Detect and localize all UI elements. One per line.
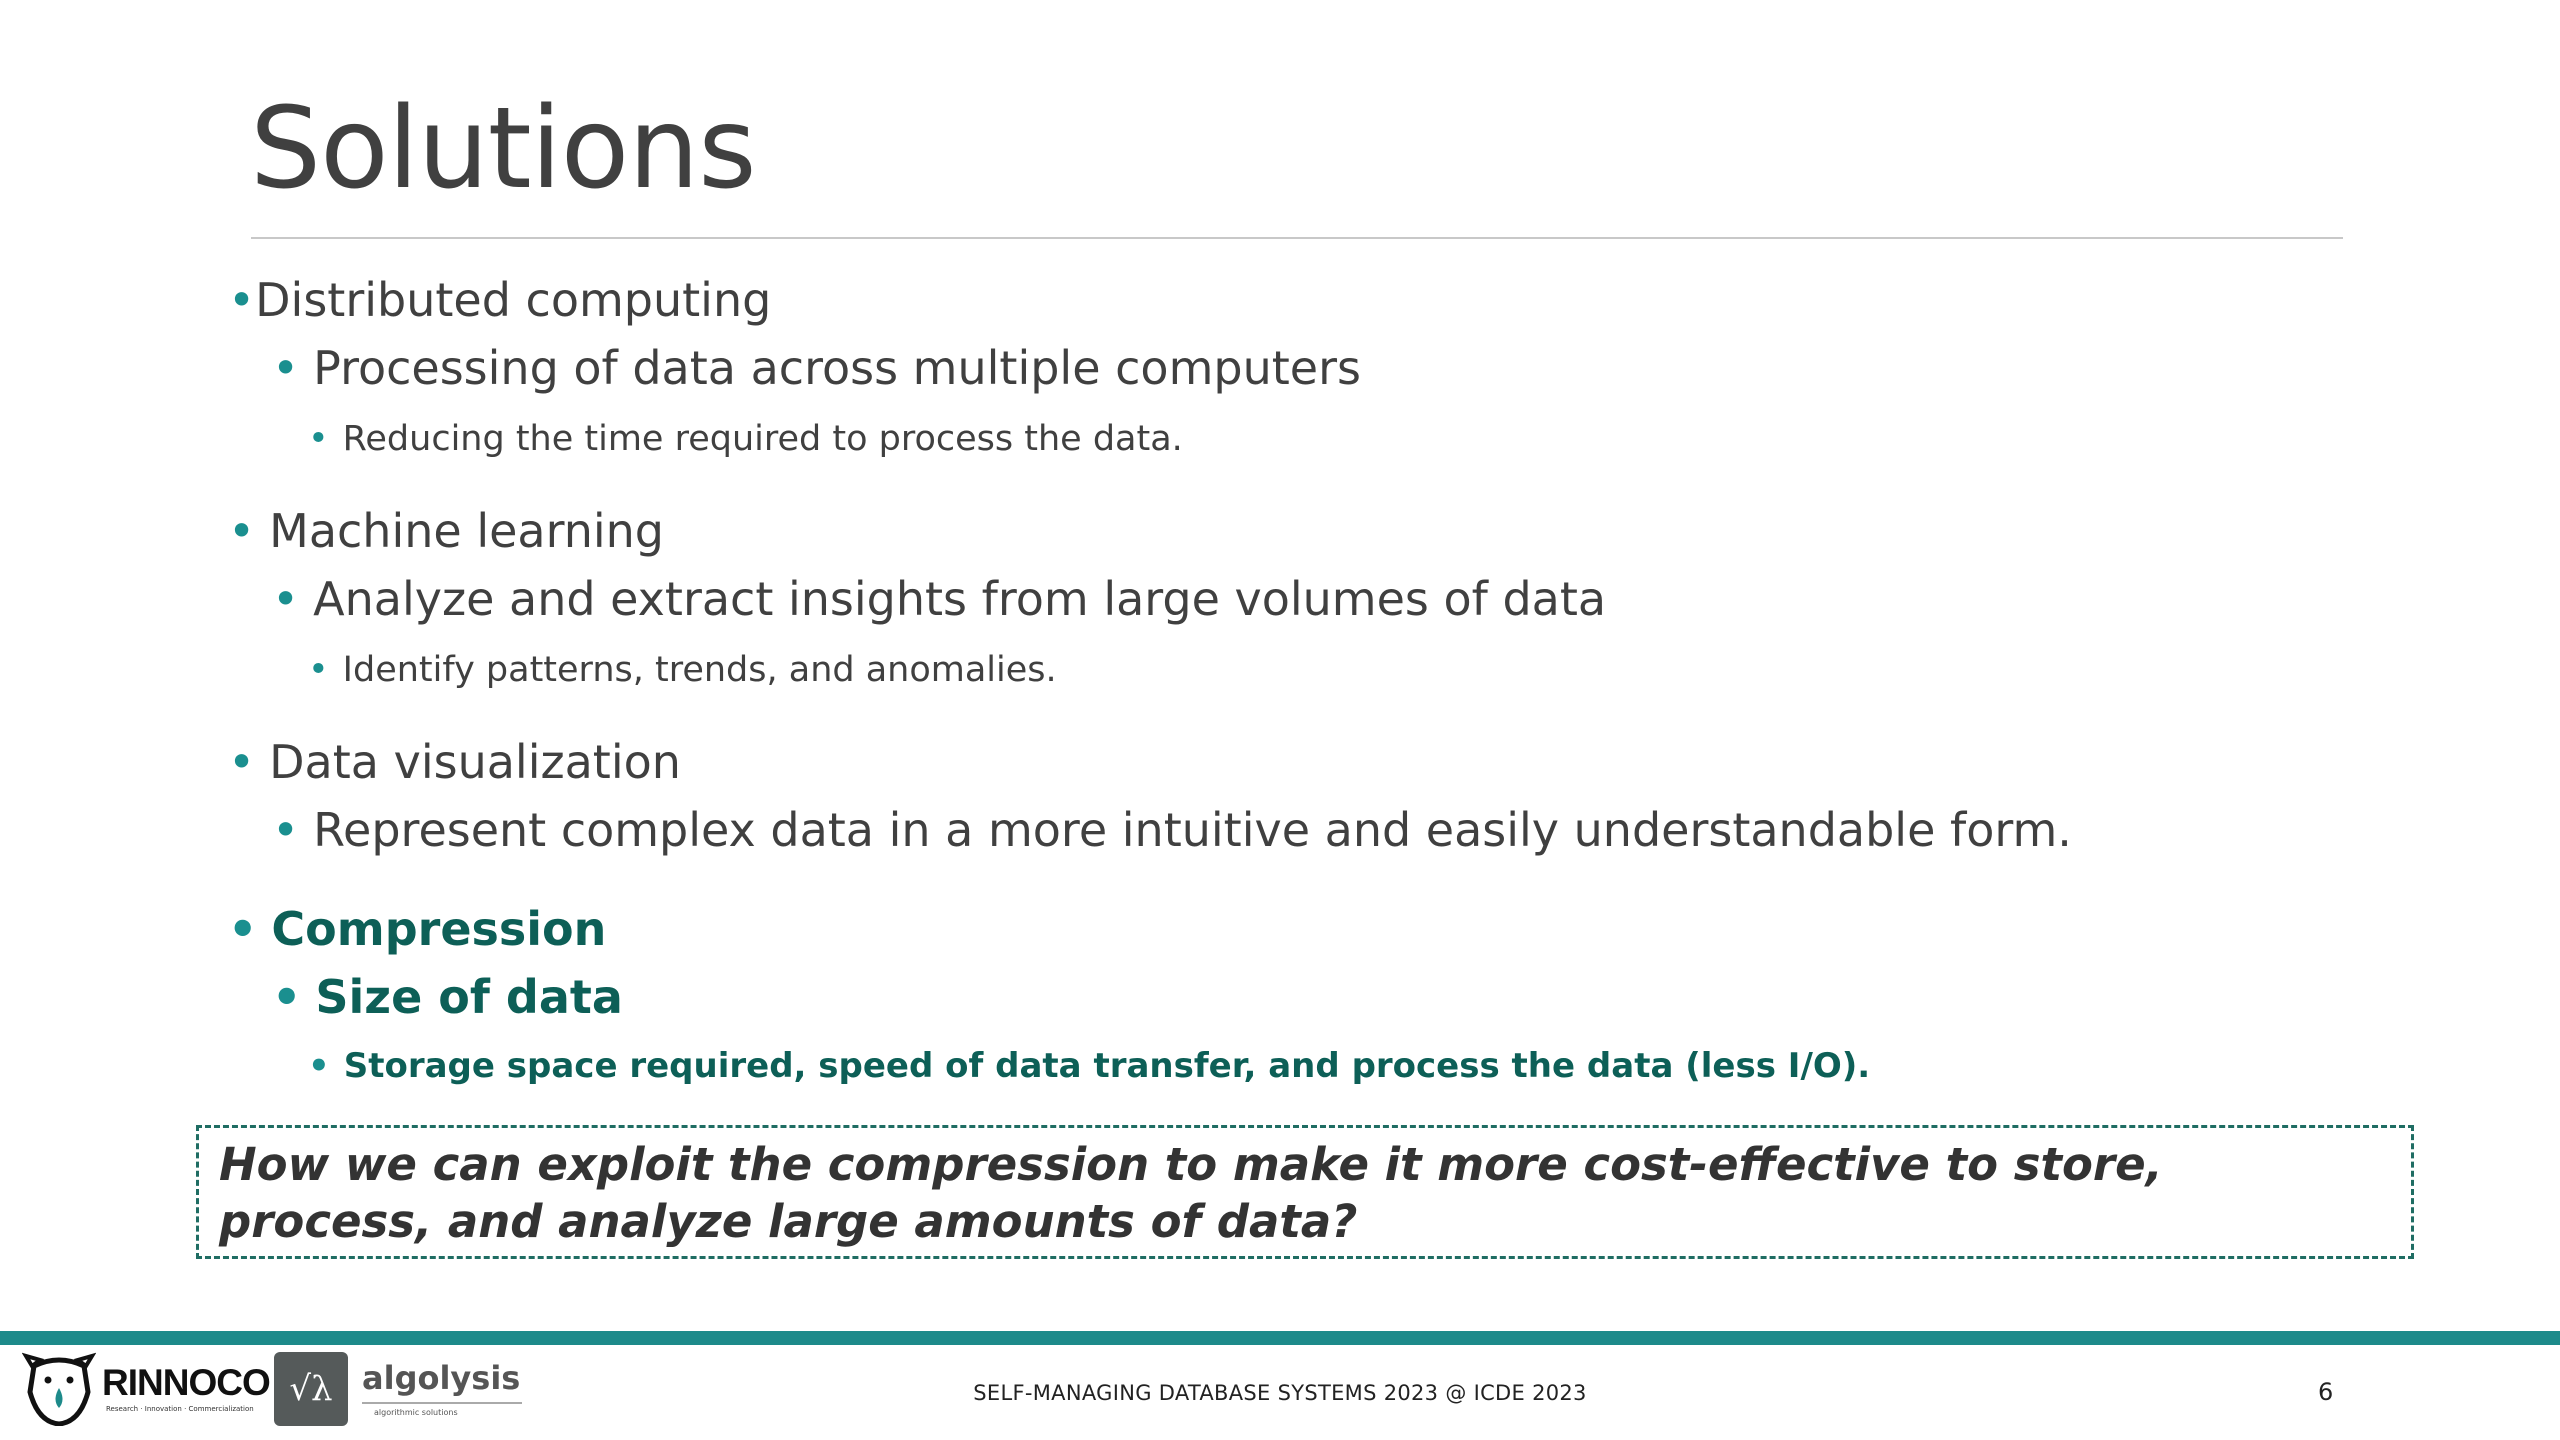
- bullet-item: • Data visualization: [228, 735, 681, 789]
- bullet-item: • Size of data: [272, 970, 623, 1024]
- bullet-icon: •: [228, 735, 256, 789]
- bullet-item: • Compression: [228, 902, 607, 956]
- bullet-icon: •: [228, 273, 256, 327]
- rinnoco-tagline: Research · Innovation · Commercialization: [106, 1405, 254, 1413]
- bullet-item: • Processing of data across multiple computers: [272, 341, 1361, 395]
- bullet-icon: •: [308, 650, 329, 690]
- footer-accent-bar: [0, 1331, 2560, 1345]
- algolysis-wordmark: algolysis: [362, 1359, 521, 1397]
- bullet-item: •Distributed computing: [228, 273, 772, 327]
- callout-question: How we can exploit the compression to make it more cost-effective to store, process, and analyze large amounts of data?: [219, 1138, 2163, 1249]
- bullet-icon: •: [228, 504, 256, 558]
- rinnoco-wordmark: RINNOCO: [102, 1362, 270, 1403]
- bullet-item: • Analyze and extract insights from large volumes of data: [272, 572, 1607, 626]
- bullet-icon: •: [272, 970, 302, 1024]
- bullet-icon: •: [228, 902, 258, 956]
- bullet-icon: •: [272, 803, 300, 857]
- bullet-icon: •: [308, 419, 329, 459]
- page-number: 6: [2318, 1378, 2334, 1406]
- callout-box: [196, 1125, 2414, 1259]
- bullet-item: • Reducing the time required to process the data.: [308, 419, 1183, 459]
- bullet-icon: •: [272, 572, 300, 626]
- bullet-item: • Machine learning: [228, 504, 664, 558]
- slide-title: Solutions: [250, 84, 756, 214]
- algolysis-mark-icon: √λ: [274, 1352, 348, 1426]
- bullet-item: • Storage space required, speed of data transfer, and process the data (less I/O).: [308, 1046, 1871, 1086]
- title-divider: [251, 237, 2343, 239]
- bullet-item: • Represent complex data in a more intuitive and easily understandable form.: [272, 803, 2072, 857]
- bullet-icon: •: [308, 1046, 330, 1086]
- bullet-icon: •: [272, 341, 300, 395]
- bullet-item: • Identify patterns, trends, and anomalies.: [308, 650, 1057, 690]
- footer-conference: SELF-MANAGING DATABASE SYSTEMS 2023 @ ICDE 2023: [973, 1381, 1587, 1405]
- algolysis-tagline: algorithmic solutions: [374, 1408, 458, 1417]
